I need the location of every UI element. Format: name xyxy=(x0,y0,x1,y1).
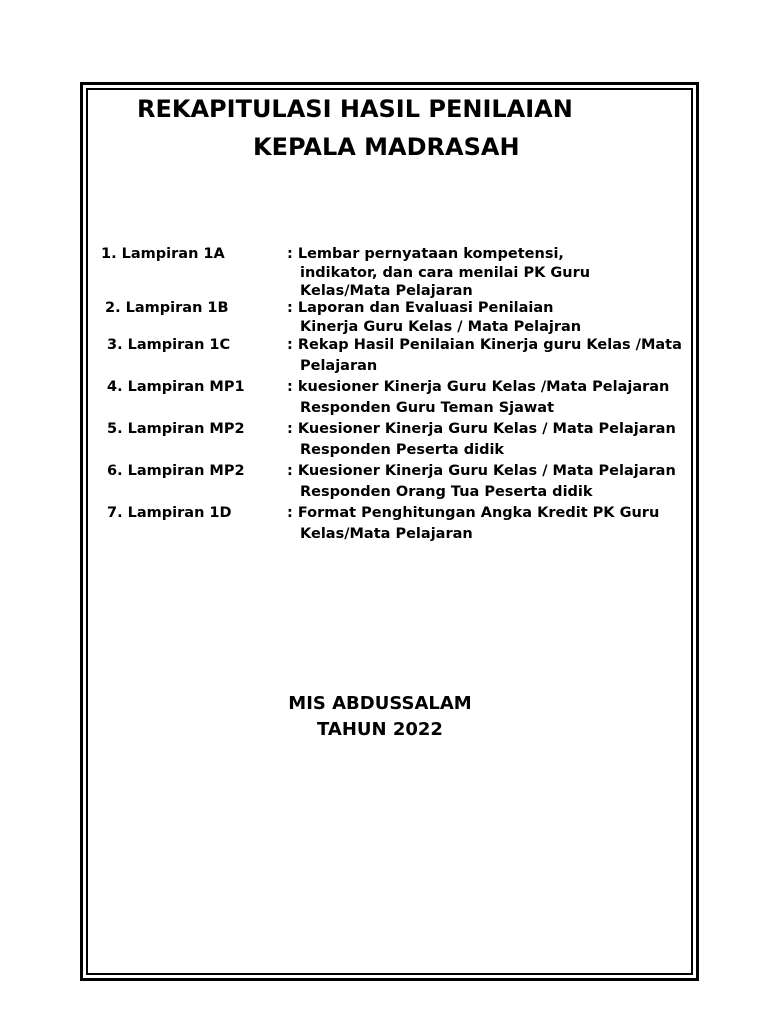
attachment-description-line: : Laporan dan Evaluasi Penilaian xyxy=(287,300,554,316)
attachment-label: 5. Lampiran MP2 xyxy=(107,421,245,437)
document-title-line2: KEPALA MADRASAH xyxy=(253,133,520,161)
attachment-description-line: : Kuesioner Kinerja Guru Kelas / Mata Pelajaran xyxy=(287,463,676,479)
attachment-label: 7. Lampiran 1D xyxy=(107,505,232,521)
attachment-label: 4. Lampiran MP1 xyxy=(107,379,245,395)
year-line: TAHUN 2022 xyxy=(317,719,443,740)
attachment-description-line: : Kuesioner Kinerja Guru Kelas / Mata Pelajaran xyxy=(287,421,676,437)
document-title-line1: REKAPITULASI HASIL PENILAIAN xyxy=(137,95,573,123)
attachment-description-line: Pelajaran xyxy=(300,357,378,374)
attachment-description-line: Kelas/Mata Pelajaran xyxy=(300,283,473,299)
attachment-label: 1. Lampiran 1A xyxy=(101,246,225,262)
attachment-description-line: Responden Peserta didik xyxy=(300,441,505,458)
attachment-description-line: Kinerja Guru Kelas / Mata Pelajran xyxy=(300,318,582,335)
attachment-description-line: : Rekap Hasil Penilaian Kinerja guru Kelas /Mata xyxy=(287,337,682,353)
school-name: MIS ABDUSSALAM xyxy=(288,693,472,714)
attachment-label: 3. Lampiran 1C xyxy=(107,337,231,353)
attachment-description-line: : kuesioner Kinerja Guru Kelas /Mata Pelajaran xyxy=(287,379,670,395)
attachment-description-line: : Format Penghitungan Angka Kredit PK Guru xyxy=(287,505,660,521)
attachment-label: 6. Lampiran MP2 xyxy=(107,463,245,479)
attachment-description-line: Kelas/Mata Pelajaran xyxy=(300,525,473,542)
attachment-description-line: Responden Orang Tua Peserta didik xyxy=(300,483,593,500)
attachment-label: 2. Lampiran 1B xyxy=(105,300,229,316)
attachment-description-line: indikator, dan cara menilai PK Guru xyxy=(300,264,591,281)
attachment-description-line: Responden Guru Teman Sjawat xyxy=(300,399,554,416)
attachment-description-line: : Lembar pernyataan kompetensi, xyxy=(287,246,564,262)
